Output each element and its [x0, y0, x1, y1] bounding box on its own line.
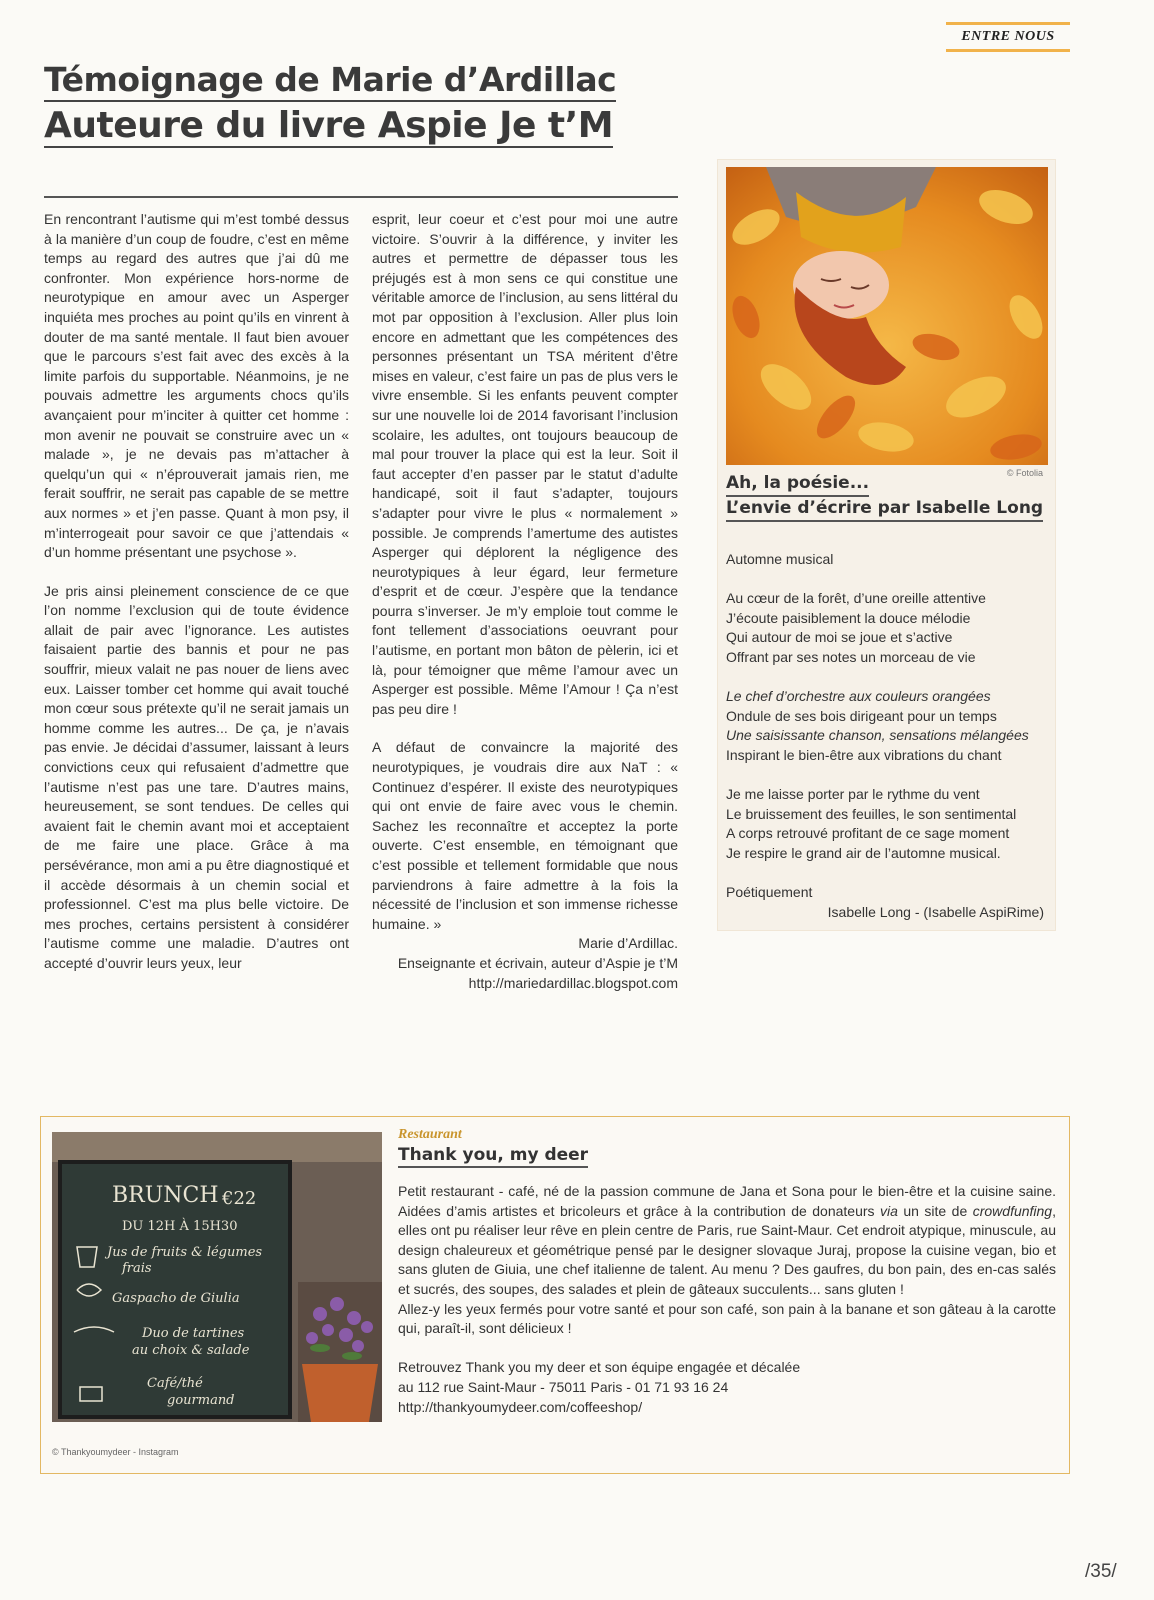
board-item-2: Gaspacho de Giulia	[112, 1291, 240, 1306]
poem-stanza-3	[726, 785, 1048, 863]
article-paragraph: A défaut de convaincre la majorité des neurotypiques, je voudrais dire aux NaT : « Continuez d’espérer. Il existe des neurotypiques qui ont envie de faire avec vous le chemin. Sachez les reconnaître et acceptez la porte ouverte. C’est ensemble, en témoignant que c’est possible et tellement formidable que nous parviendrons à faire admettre à la fois la nécessité de l’inclusion et son immense richesse humaine. »	[372, 739, 678, 932]
article-paragraph: esprit, leur coeur et c’est pour moi une autre victoire. S’ouvrir à la différence, y inviter les autres et permettre de dépasser tous les préjugés est à mon sens ce qui constitue une véritable amorce de l’inclusion, au sens littéral du mot par opposition à l’exclusion. Aller plus loin encore en admettant que les compétences des personnes présentant un TSA méritent d’être mises en valeur, c’est faire un pas de plus vers le vivre ensemble. Si les enfants peuvent compter sur une nouvelle loi de 2014 favorisant l’inclusion scolaire, les adultes, ont toujours beaucoup de mal pour trouver la place qui est la leur. Soit il faut accepter d’en passer par le statut d’adulte handicapé, soit il faut s’adapter, toujours s’adapter pour vivre le plus « normalement » possible. Je comprends l’amertume des autistes Asperger qui déplorent la négligence des neurotypiques à leur égard, leur fermeture d’esprit et de cœur. J’espère que la tendance pourra s’inverser. Je m’y emploie tout comme le font tellement d’associations oeuvrant pour l’autisme, en portant mon bâton de pèlerin, ici et là, pour témoigner que même l’amour avec un Asperger est possible. Même l’Amour ! Ça n’est pas peu dire !	[372, 211, 678, 717]
poem-stanza-2	[726, 687, 1048, 765]
restaurant-box	[40, 1116, 1070, 1474]
autumn-leaves-photo	[726, 167, 1048, 465]
signature-url[interactable]: http://mariedardillac.blogspot.com	[468, 974, 678, 991]
poem	[726, 550, 1048, 922]
board-hours: DU 12H À 15H30	[122, 1219, 238, 1234]
board-item-4a: Café/thé	[147, 1376, 203, 1391]
poetry-title-1: Ah, la poésie...	[726, 472, 869, 497]
poem-title: Automne musical	[726, 551, 834, 567]
contact-url[interactable]: http://thankyoumydeer.com/coffeeshop/	[398, 1398, 643, 1415]
board-item-4b: gourmand	[167, 1393, 235, 1408]
board-item-1b: frais	[122, 1261, 152, 1276]
poem-line: Le bruissement des feuilles, le son sentimental	[726, 805, 1017, 822]
poem-line: Qui autour de moi se joue et s’active	[726, 629, 953, 646]
poem-line: Je respire le grand air de l’automne musical.	[726, 844, 1001, 861]
contact-line-1: Retrouvez Thank you my deer et son équipe engagée et décalée	[398, 1359, 801, 1376]
poem-line: A corps retrouvé profitant de ce sage moment	[726, 825, 1010, 842]
author-signature	[372, 934, 678, 993]
page-number: /35/	[1085, 1561, 1117, 1582]
headline-divider	[44, 196, 678, 198]
restaurant-category: Restaurant	[398, 1127, 462, 1142]
article-column-1	[44, 210, 349, 993]
article-headline	[44, 62, 684, 148]
poetry-sidebar	[718, 160, 1055, 930]
poetry-heading	[726, 472, 1048, 522]
poem-stanza-1	[726, 589, 1048, 667]
signature-name: Marie d’Ardillac.	[578, 935, 678, 952]
poem-line: Ondule de ses bois dirigeant pour un temps	[726, 707, 997, 724]
headline-line-2: Auteure du livre Aspie Je t’M	[44, 106, 613, 148]
contact-line-2: au 112 rue Saint-Maur - 75011 Paris - 01 71 93 16 24	[398, 1378, 729, 1395]
poetry-title-2: L’envie d’écrire par Isabelle Long	[726, 497, 1043, 522]
board-photo-credit: © Thankyoumydeer - Instagram	[52, 1447, 179, 1457]
board-brunch: BRUNCH	[112, 1183, 219, 1208]
board-price: €22	[222, 1188, 257, 1209]
article-column-2	[372, 210, 678, 993]
article-paragraph: Je pris ainsi pleinement conscience de ce que l’on nomme l’exclusion qui de toute évidence allait de pair avec l’ignorance. Les autistes faisaient partie des bannis et pour ne pas souffrir, mieux valait ne pas nouer de liens avec eux. Laisser tomber cet homme qui avait touché mon cœur sous prétexte qu’il ne serait jamais un homme comme les autres... De ça, je n’avais pas envie. Je décidai d’assumer, laissant à leurs convictions ceux qui refusaient d’admettre que l’autisme n’est pas une tare. D’autres mains, heureusement, se sont tendues. De celles qui avaient fait le chemin avant moi et acceptaient de me faire une place. Grâce à ma persévérance, mon ami a pu être diagnostiqué et il accède désormais à un chemin social et professionnel. C’est ma plus belle victoire. De mes proches, certains persistent à considérer l’autisme comme une maladie. D’autres ont accepté d’ouvrir leurs yeux, leur	[44, 582, 349, 971]
poem-line: Inspirant le bien-être aux vibrations du chant	[726, 746, 1002, 763]
poem-line: Le chef d’orchestre aux couleurs orangées	[726, 688, 991, 705]
restaurant-contact	[398, 1358, 1056, 1417]
poem-author: Isabelle Long - (Isabelle AspiRime)	[827, 903, 1044, 920]
board-item-3b: au choix & salade	[132, 1343, 250, 1358]
poem-closing: Poétiquement	[726, 884, 813, 901]
restaurant-paragraph-1: Petit restaurant - café, né de la passion commune de Jana et Sona pour le bien-être et la cuisine saine. Aidées d’amis artistes et bricoleurs et grâce à la contribution de donateurs via un site de crowdfunfing, elles ont pu réaliser leur rêve en plein centre de Paris, rue Saint-Maur. Cet endroit atypique, minuscule, au design chaleureux et géométrique pensé par le designer slovaque Juraj, propose la cuisine vegan, bio et sans gluten de Giuia, une chef italienne de talent. Au menu ? Des gaufres, du bon pain, des en-cas salés et sucrés, des soupes, des salades et plein de gâteaux succulents... sans gluten !	[398, 1183, 1056, 1297]
signature-role: Enseignante et écrivain, auteur d’Aspie je t’M	[397, 954, 678, 971]
poem-line: Je me laisse porter par le rythme du vent	[726, 786, 980, 803]
poem-line: Offrant par ses notes un morceau de vie	[726, 648, 976, 665]
poem-line: Une saisissante chanson, sensations mélangées	[726, 727, 1029, 744]
headline-line-1: Témoignage de Marie d’Ardillac	[44, 62, 616, 102]
restaurant-text	[398, 1182, 1056, 1417]
poem-line: Au cœur de la forêt, d’une oreille attentive	[726, 590, 986, 607]
board-item-3a: Duo de tartines	[142, 1326, 245, 1341]
photo-credit: © Fotolia	[1006, 468, 1043, 478]
brunch-chalkboard-photo	[52, 1132, 382, 1422]
article-paragraph: En rencontrant l’autisme qui m’est tombé dessus à la manière d’un coup de foudre, c’est en même temps au regard des autres que j’ai dû me confronter. Mon expérience hors-norme de neurotypique en amour avec un Asperger inquiéta mes proches au point qu’ils en vinrent à douter de ma santé mentale. Il faut bien avouer que le parcours s’est fait avec des excès à la limite parfois du supportable. Néanmoins, je ne pouvais admettre les arguments chocs qu’ils avançaient pour m’inciter à quitter cet homme : mon avenir ne pouvait se construire avec un « malade », je ne devais pas m’attacher à quelqu’un qui « n’éprouverait jamais rien, me ferait souffrir, ne serait pas capable de se mettre aux normes » et j’en passe. Quant à mon psy, il m’interrogeait pour savoir ce que j’attendais « d’un homme présentant une psychose ».	[44, 211, 349, 561]
poem-line: J’écoute paisiblement la douce mélodie	[726, 609, 971, 626]
restaurant-title: Thank you, my deer	[398, 1145, 588, 1168]
board-item-1a: Jus de fruits & légumes	[107, 1245, 263, 1260]
restaurant-paragraph-2: Allez-y les yeux fermés pour votre santé et pour son café, son pain à la banane et son gâteau à la carotte qui, paraît-il, sont délicieux !	[398, 1300, 1056, 1337]
section-tag: ENTRE NOUS	[946, 22, 1070, 52]
